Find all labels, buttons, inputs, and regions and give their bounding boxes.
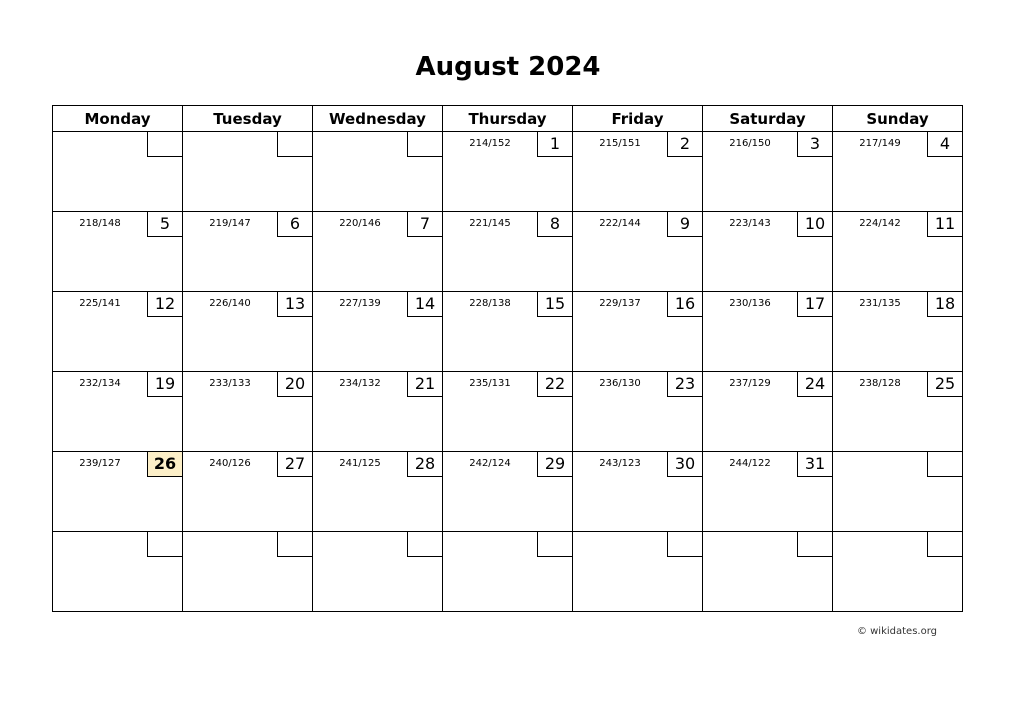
date-number: 6 [277,211,313,237]
day-cell-content [53,212,182,291]
day-cell [53,372,183,452]
day-cell [53,532,183,612]
date-number [797,531,833,557]
date-number: 5 [147,211,183,237]
date-number: 12 [147,291,183,317]
week-row [53,532,963,612]
date-number: 1 [537,131,573,157]
weekday-header: Sunday [833,106,963,132]
day-cell [53,292,183,372]
day-cell [833,212,963,292]
date-number-today: 26 [147,451,183,477]
day-cell [313,212,443,292]
date-number [277,531,313,557]
date-number: 18 [927,291,963,317]
day-of-year: 230/136 [729,298,771,309]
day-cell [313,372,443,452]
day-cell [573,132,703,212]
copyright-footer: © wikidates.org [856,626,937,637]
day-of-year: 214/152 [469,138,511,149]
day-cell [443,212,573,292]
day-cell-content [833,452,962,531]
weekday-header: Friday [573,106,703,132]
day-of-year: 241/125 [339,458,381,469]
day-cell-content [313,452,442,531]
day-of-year: 226/140 [209,298,251,309]
date-number: 3 [797,131,833,157]
week-row [53,132,963,212]
date-number: 14 [407,291,443,317]
day-of-year: 221/145 [469,218,511,229]
day-cell-content [703,372,832,451]
date-number: 7 [407,211,443,237]
day-cell-content [833,132,962,211]
day-cell [833,372,963,452]
date-number: 11 [927,211,963,237]
day-cell [573,532,703,612]
day-of-year: 235/131 [469,378,511,389]
day-cell [183,292,313,372]
day-cell [703,532,833,612]
date-number: 28 [407,451,443,477]
day-cell [183,132,313,212]
day-of-year: 233/133 [209,378,251,389]
day-cell-content [833,212,962,291]
weekday-header-row [53,106,963,132]
day-cell-content [443,532,572,611]
day-of-year: 244/122 [729,458,771,469]
date-number: 31 [797,451,833,477]
day-cell-content [313,532,442,611]
day-cell-content [53,452,182,531]
day-cell-content [703,292,832,371]
calendar-grid [52,105,963,612]
date-number: 19 [147,371,183,397]
day-cell-content [313,292,442,371]
day-cell [53,132,183,212]
day-cell-content [183,132,312,211]
day-cell-content [313,132,442,211]
day-of-year: 224/142 [859,218,901,229]
day-cell [703,452,833,532]
day-cell-content [53,372,182,451]
day-cell-content [573,212,702,291]
day-cell [313,452,443,532]
day-cell-content [833,532,962,611]
day-cell [313,532,443,612]
day-cell-content [573,452,702,531]
day-cell-content [53,532,182,611]
day-of-year: 239/127 [79,458,121,469]
date-number: 21 [407,371,443,397]
date-number: 10 [797,211,833,237]
date-number: 17 [797,291,833,317]
day-of-year: 219/147 [209,218,251,229]
day-cell-content [573,132,702,211]
day-cell [443,452,573,532]
day-cell-content [183,532,312,611]
weekday-header: Monday [53,106,183,132]
date-number: 16 [667,291,703,317]
day-of-year: 218/148 [79,218,121,229]
day-cell-content [313,212,442,291]
date-number: 2 [667,131,703,157]
date-number: 25 [927,371,963,397]
day-cell-content [573,532,702,611]
day-cell [703,132,833,212]
date-number: 27 [277,451,313,477]
day-cell-content [183,372,312,451]
day-of-year: 220/146 [339,218,381,229]
day-of-year: 238/128 [859,378,901,389]
date-number: 9 [667,211,703,237]
day-cell [833,452,963,532]
day-of-year: 232/134 [79,378,121,389]
date-number: 30 [667,451,703,477]
date-number [927,531,963,557]
day-cell-content [573,292,702,371]
day-cell [183,532,313,612]
day-cell [573,452,703,532]
day-cell [183,212,313,292]
day-cell [703,212,833,292]
week-row [53,212,963,292]
weekday-header: Tuesday [183,106,313,132]
day-cell-content [703,532,832,611]
day-of-year: 215/151 [599,138,641,149]
day-cell [443,532,573,612]
day-of-year: 216/150 [729,138,771,149]
date-number [407,531,443,557]
day-cell [573,372,703,452]
date-number: 4 [927,131,963,157]
day-cell-content [183,292,312,371]
date-number [407,131,443,157]
date-number: 23 [667,371,703,397]
week-row [53,452,963,532]
date-number [277,131,313,157]
day-cell-content [833,372,962,451]
weekday-header: Wednesday [313,106,443,132]
day-cell [53,212,183,292]
day-cell-content [833,292,962,371]
day-of-year: 227/139 [339,298,381,309]
day-cell-content [183,452,312,531]
day-cell-content [53,132,182,211]
week-row [53,372,963,452]
day-cell [183,452,313,532]
day-of-year: 225/141 [79,298,121,309]
date-number: 22 [537,371,573,397]
date-number [537,531,573,557]
day-cell [833,292,963,372]
day-cell [703,292,833,372]
day-of-year: 231/135 [859,298,901,309]
day-of-year: 222/144 [599,218,641,229]
day-cell [443,292,573,372]
day-cell-content [443,292,572,371]
day-cell-content [443,452,572,531]
day-cell-content [443,372,572,451]
date-number: 8 [537,211,573,237]
day-of-year: 242/124 [469,458,511,469]
day-cell [443,372,573,452]
date-number: 13 [277,291,313,317]
date-number: 24 [797,371,833,397]
day-cell-content [183,212,312,291]
day-cell-content [703,212,832,291]
day-cell [833,132,963,212]
week-row [53,292,963,372]
day-cell [313,132,443,212]
date-number [927,451,963,477]
date-number [147,531,183,557]
calendar-title: August 2024 [415,52,601,82]
day-cell-content [443,212,572,291]
day-cell [573,292,703,372]
date-number: 20 [277,371,313,397]
day-cell [833,532,963,612]
date-number [147,131,183,157]
day-cell [573,212,703,292]
day-cell-content [53,292,182,371]
day-cell-content [703,452,832,531]
day-cell [703,372,833,452]
date-number [667,531,703,557]
day-of-year: 237/129 [729,378,771,389]
day-of-year: 228/138 [469,298,511,309]
day-cell [443,132,573,212]
weekday-header: Saturday [703,106,833,132]
day-cell-content [573,372,702,451]
date-number: 15 [537,291,573,317]
day-of-year: 243/123 [599,458,641,469]
day-cell-content [703,132,832,211]
day-of-year: 223/143 [729,218,771,229]
date-number: 29 [537,451,573,477]
weekday-header: Thursday [443,106,573,132]
day-cell [183,372,313,452]
day-cell [53,452,183,532]
day-of-year: 234/132 [339,378,381,389]
day-cell-content [313,372,442,451]
day-of-year: 236/130 [599,378,641,389]
day-of-year: 217/149 [859,138,901,149]
day-of-year: 240/126 [209,458,251,469]
day-cell-content [443,132,572,211]
day-of-year: 229/137 [599,298,641,309]
day-cell [313,292,443,372]
